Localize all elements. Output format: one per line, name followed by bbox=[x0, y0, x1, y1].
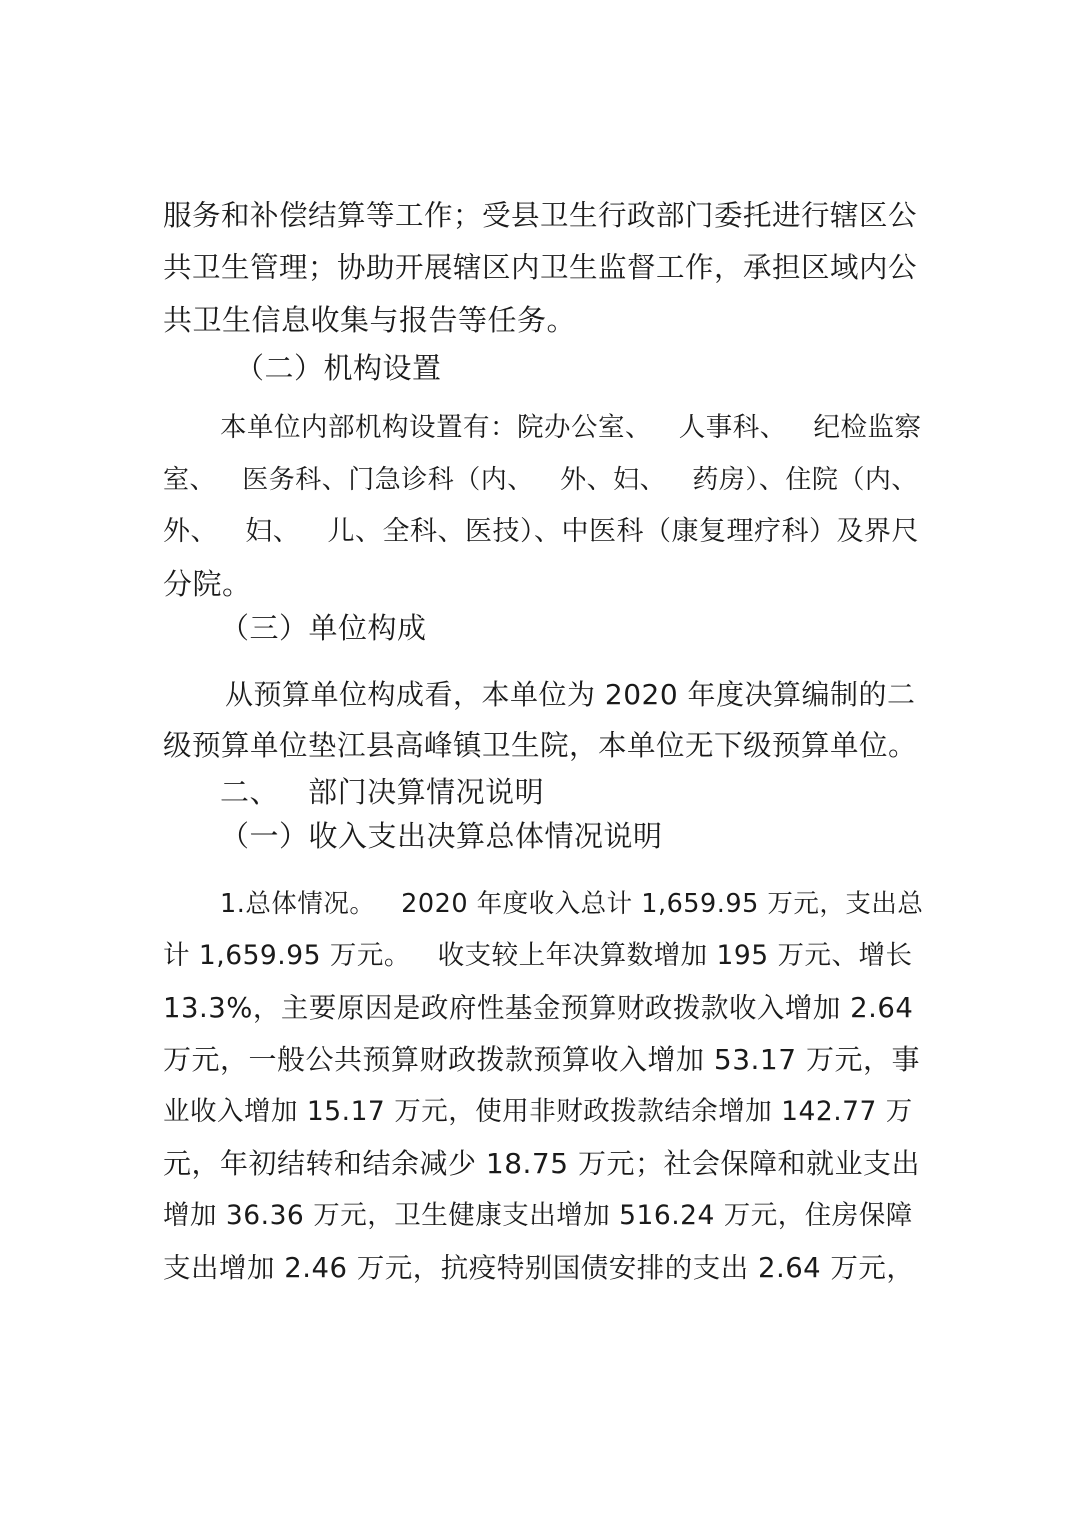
paragraph-line: 万元，一般公共预算财政拨款预算收入增加 53.17 万元，事 bbox=[163, 1043, 920, 1076]
paragraph-line: 1.总体情况。 2020 年度收入总计 1,659.95 万元，支出总 bbox=[220, 889, 924, 919]
paragraph-line: 业收入增加 15.17 万元，使用非财政拨款结余增加 142.77 万 bbox=[163, 1096, 913, 1127]
paragraph-line: 共卫生管理；协助开展辖区内卫生监督工作，承担区域内公 bbox=[163, 251, 918, 284]
section-heading: （二）机构设置 bbox=[235, 351, 442, 385]
paragraph-line: 分院。 bbox=[163, 567, 252, 601]
paragraph-line: 服务和补偿结算等工作；受县卫生行政部门委托进行辖区公 bbox=[163, 199, 918, 232]
paragraph-line: 支出增加 2.46 万元，抗疫特别国债安排的支出 2.64 万元， bbox=[163, 1252, 915, 1284]
paragraph-line: 室、 医务科、门急诊科（内、 外、妇、 药房）、住院（内、 bbox=[163, 465, 918, 495]
paragraph-line: 13.3%，主要原因是政府性基金预算财政拨款收入增加 2.64 bbox=[163, 992, 914, 1024]
paragraph-line: 元，年初结转和结余减少 18.75 万元；社会保障和就业支出 bbox=[163, 1147, 920, 1180]
paragraph-line: 共卫生信息收集与报告等任务。 bbox=[163, 303, 577, 337]
paragraph-line: 级预算单位垫江县高峰镇卫生院，本单位无下级预算单位。 bbox=[163, 729, 918, 762]
section-heading: （三）单位构成 bbox=[220, 611, 427, 645]
paragraph-line: 外、 妇、 儿、全科、医技）、中医科（康复理疗科）及界尺 bbox=[163, 516, 919, 547]
section-heading: 二、 部门决算情况说明 bbox=[220, 775, 545, 809]
section-heading: （一）收入支出决算总体情况说明 bbox=[220, 819, 663, 853]
paragraph-line: 计 1,659.95 万元。 收支较上年决算数增加 195 万元、增长 bbox=[163, 940, 913, 971]
paragraph-line: 从预算单位构成看，本单位为 2020 年度决算编制的二 bbox=[225, 678, 916, 711]
paragraph-line: 本单位内部机构设置有：院办公室、 人事科、 纪检监察 bbox=[220, 412, 922, 443]
paragraph-line: 增加 36.36 万元，卫生健康支出增加 516.24 万元，住房保障 bbox=[163, 1200, 913, 1231]
